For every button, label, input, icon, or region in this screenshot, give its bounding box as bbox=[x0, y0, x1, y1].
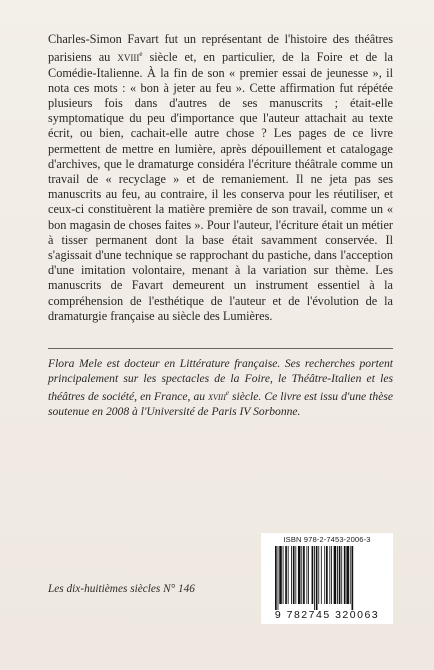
blurb-century-sup: e bbox=[139, 50, 143, 59]
isbn-label: ISBN 978-2-7453-2006-3 bbox=[283, 535, 371, 544]
ean-digits: 9 782745 320063 bbox=[274, 609, 380, 621]
author-note-century-sup: e bbox=[225, 389, 229, 398]
blurb-part-2: siècle et, en particulier, de la Foire et de la Comédie-Italienne. À la fin de son « premier essai de jeunesse », il nota ces mots : « bon à jeter au feu ». Cette affirmation fut répétée plusieurs fois dans d'autres de ses manuscrits ; était-elle symptomatique du peu d'importance que l'auteur attachait au texte écrit, ou bien, cachait-elle autre chose ? Les pages de ce livre permettent de mettre en lumière, après dépouillement et catalogage d'archives, que le dramaturge considéra l'écriture théâtrale comme un travail de « recyclage » et de remaniement. Il ne jeta pas ses manuscrits au feu, au contraire, il les conserva pour les réutiliser, et ceux-ci constituèrent la matière première de son travail, comme un « bon magasin de choses faites ». Pour l'auteur, l'écriture était un métier à tisser permanent dont la base était savamment conservée. Il s'agissait d'une technique se rapprochant du pastiche, dans l'acception d'une imitation volontaire, menant à la variation sur thème. Les manuscrits de Favart demeurent un instrument essentiel à la compréhension de l'esthétique de l'auteur et de l'évolution de la dramaturgie française au siècle des Lumières. bbox=[48, 50, 393, 323]
blurb-century: xviii bbox=[117, 50, 140, 65]
author-note-part-1: Flora Mele est docteur en Littérature française. Ses recherches portent principalement sur les spectacles de la Foire, le Théâtre-Italien et les théâtres de société, en France, au bbox=[48, 357, 393, 404]
series-title: Les dix-huitièmes siècles N° 146 bbox=[48, 583, 195, 595]
section-divider bbox=[48, 348, 393, 349]
blurb-part-1: Charles-Simon Favart fut un représentant de l'histoire des théâtres parisiens au bbox=[48, 32, 393, 65]
barcode-icon bbox=[273, 546, 387, 612]
isbn-barcode-block bbox=[261, 533, 393, 624]
author-note bbox=[48, 357, 393, 419]
author-note-part-2: siècle. Ce livre est issu d'une thèse soutenue en 2008 à l'Université de Paris IV Sorbonne. bbox=[48, 390, 393, 418]
author-note-century: xviii bbox=[208, 390, 226, 404]
book-blurb bbox=[48, 32, 393, 324]
